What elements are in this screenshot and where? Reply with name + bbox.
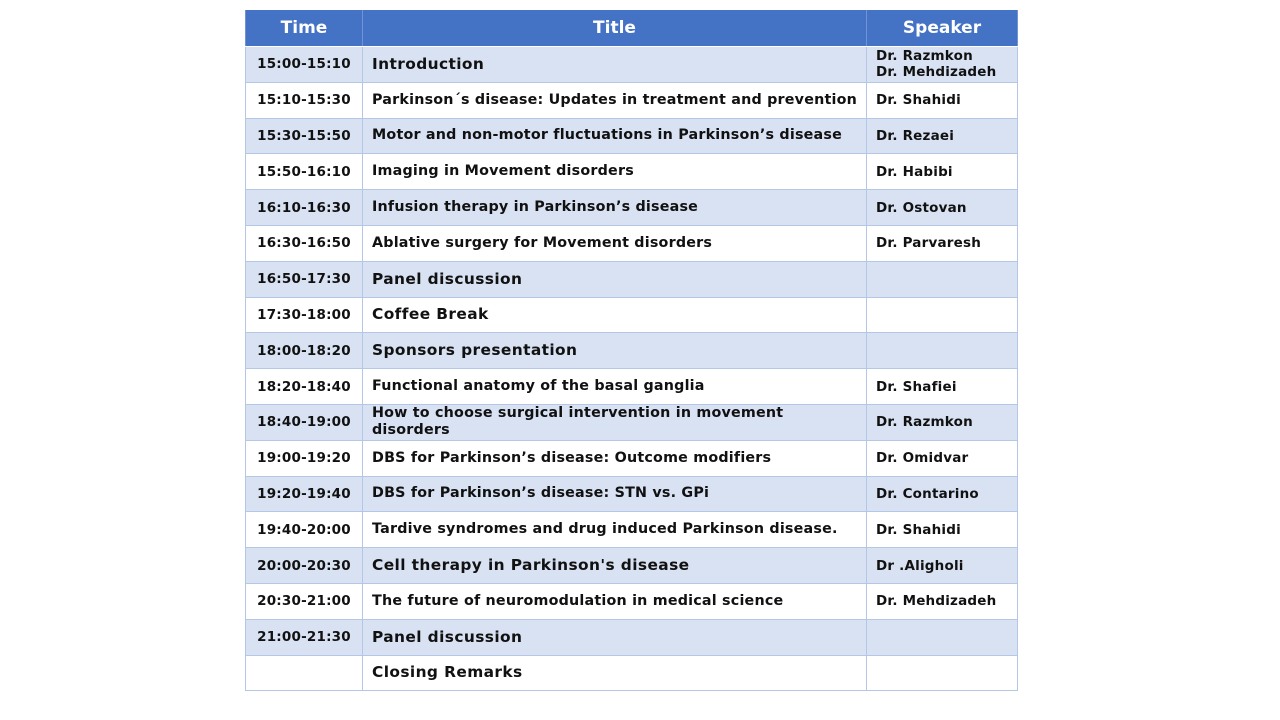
title-cell: Coffee Break (363, 297, 867, 333)
speaker-cell (867, 619, 1018, 655)
table-row (246, 512, 1018, 548)
title-cell: DBS for Parkinson’s disease: STN vs. GPi (363, 476, 867, 512)
title-cell: Tardive syndromes and drug induced Parkinson disease. (363, 512, 867, 548)
speaker-cell (867, 476, 1018, 512)
speaker-cell (867, 404, 1018, 440)
title-cell: Sponsors presentation (363, 333, 867, 369)
time-cell (246, 655, 363, 691)
time-cell: 20:30-21:00 (246, 583, 363, 619)
title-cell: Infusion therapy in Parkinson’s disease (363, 190, 867, 226)
time-cell: 15:50-16:10 (246, 154, 363, 190)
table-row (246, 82, 1018, 118)
table-row (246, 261, 1018, 297)
table-row (246, 583, 1018, 619)
speaker-cell (867, 440, 1018, 476)
title-cell: The future of neuromodulation in medical science (363, 583, 867, 619)
speaker-name: Dr. Parvaresh (876, 235, 982, 252)
table-row (246, 225, 1018, 261)
speaker-name: Dr. Razmkon (876, 48, 973, 65)
table-row (246, 333, 1018, 369)
title-cell: Closing Remarks (363, 655, 867, 691)
title-cell: Parkinson´s disease: Updates in treatment and prevention (363, 82, 867, 118)
table-row (246, 297, 1018, 333)
speaker-cell (867, 655, 1018, 691)
speaker-name: Dr. Mehdizadeh (876, 64, 997, 81)
table-row (246, 369, 1018, 405)
speaker-name: Dr. Omidvar (876, 450, 969, 467)
header-row (246, 10, 1018, 47)
time-cell: 15:10-15:30 (246, 82, 363, 118)
speaker-name: Dr. Shahidi (876, 92, 961, 109)
title-cell: Cell therapy in Parkinson's disease (363, 548, 867, 584)
table-row (246, 190, 1018, 226)
time-cell: 19:20-19:40 (246, 476, 363, 512)
time-cell: 16:50-17:30 (246, 261, 363, 297)
table-row (246, 154, 1018, 190)
time-cell: 19:00-19:20 (246, 440, 363, 476)
speaker-name: Dr. Contarino (876, 485, 979, 502)
speaker-cell (867, 297, 1018, 333)
speaker-cell (867, 369, 1018, 405)
speaker-name: Dr .Aligholi (876, 557, 964, 574)
title-cell: Functional anatomy of the basal ganglia (363, 369, 867, 405)
time-cell: 18:40-19:00 (246, 404, 363, 440)
speaker-cell (867, 225, 1018, 261)
time-cell: 20:00-20:30 (246, 548, 363, 584)
title-cell: Imaging in Movement disorders (363, 154, 867, 190)
title-cell: Panel discussion (363, 261, 867, 297)
time-cell: 15:00-15:10 (246, 47, 363, 83)
time-cell: 16:10-16:30 (246, 190, 363, 226)
header-speaker: Speaker (867, 10, 1018, 47)
header-title: Title (363, 10, 867, 47)
table-row (246, 440, 1018, 476)
speaker-cell (867, 333, 1018, 369)
speaker-name: Dr. Razmkon (876, 414, 973, 431)
speaker-name: Dr. Mehdizadeh (876, 593, 997, 610)
speaker-name: Dr. Shafiei (876, 378, 957, 395)
time-cell: 15:30-15:50 (246, 118, 363, 154)
schedule-body (246, 47, 1018, 691)
speaker-cell (867, 548, 1018, 584)
time-cell: 18:20-18:40 (246, 369, 363, 405)
title-cell: Introduction (363, 47, 867, 83)
title-cell: How to choose surgical intervention in movement disorders (363, 404, 867, 440)
time-cell: 21:00-21:30 (246, 619, 363, 655)
speaker-cell (867, 583, 1018, 619)
title-cell: Ablative surgery for Movement disorders (363, 225, 867, 261)
header-time: Time (246, 10, 363, 47)
speaker-cell (867, 261, 1018, 297)
title-cell: Panel discussion (363, 619, 867, 655)
table-row (246, 118, 1018, 154)
speaker-cell (867, 154, 1018, 190)
table-row (246, 404, 1018, 440)
speaker-cell (867, 512, 1018, 548)
speaker-name: Dr. Shahidi (876, 521, 961, 538)
speaker-cell (867, 118, 1018, 154)
speaker-name: Dr. Ostovan (876, 199, 967, 216)
time-cell: 18:00-18:20 (246, 333, 363, 369)
speaker-cell (867, 47, 1018, 83)
speaker-name: Dr. Habibi (876, 163, 953, 180)
title-cell: Motor and non-motor fluctuations in Parkinson’s disease (363, 118, 867, 154)
speaker-name: Dr. Rezaei (876, 127, 955, 144)
schedule-table (245, 10, 1018, 691)
speaker-cell (867, 190, 1018, 226)
table-row (246, 476, 1018, 512)
table-row (246, 655, 1018, 691)
speaker-cell (867, 82, 1018, 118)
table-row (246, 47, 1018, 83)
time-cell: 19:40-20:00 (246, 512, 363, 548)
table-row (246, 619, 1018, 655)
time-cell: 17:30-18:00 (246, 297, 363, 333)
time-cell: 16:30-16:50 (246, 225, 363, 261)
title-cell: DBS for Parkinson’s disease: Outcome modifiers (363, 440, 867, 476)
table-row (246, 548, 1018, 584)
